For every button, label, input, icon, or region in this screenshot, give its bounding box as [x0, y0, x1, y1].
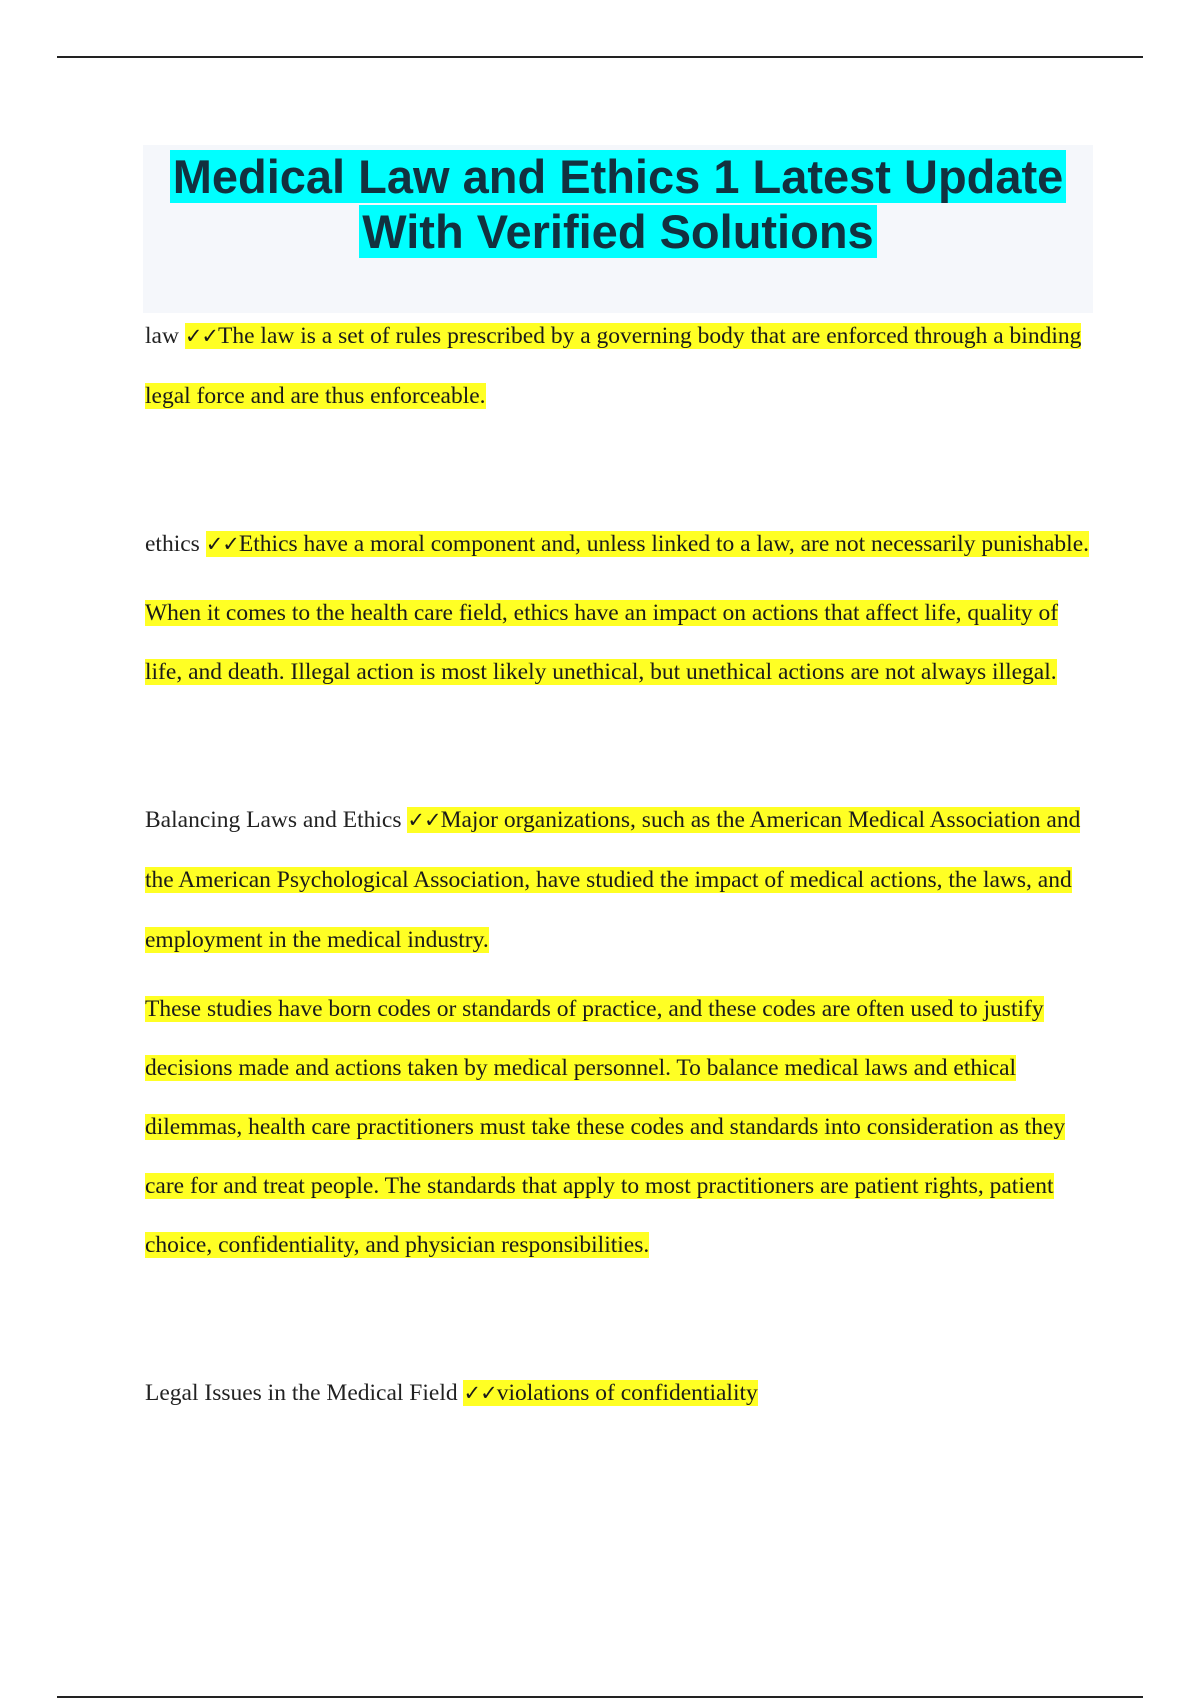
paragraph-spacer: [145, 574, 1095, 584]
answer-highlight: [145, 323, 1081, 409]
answer-highlight: [206, 531, 1089, 557]
term-label: Balancing Laws and Ethics: [145, 807, 402, 833]
term-label: law: [145, 323, 179, 349]
check-mark-icon: ✓✓: [463, 1381, 497, 1405]
extra-text: These studies have born codes or standards of practice, and these codes are often used to justify decisions made and actions taken by medical personnel. To balance medical laws and ethical dilemmas, health care practitioners must take these codes and standards into consideration as they care for and treat people. The standards that apply to most practitioners are patient rights, patient choice, confidentiality, and physician responsibilities.: [145, 996, 1066, 1258]
top-rule: [57, 56, 1143, 58]
definition-text: The law is a set of rules prescribed by a governing body that are enforced through a binding legal force and are thus enforceable.: [145, 323, 1082, 409]
entry-spacer: [145, 1275, 1095, 1363]
check-mark-icon: ✓✓: [184, 324, 219, 348]
term-label: ethics: [145, 531, 200, 557]
definition-text: Ethics have a moral component and, unless linked to a law, are not necessarily punishable.: [238, 531, 1090, 557]
entry-spacer: [145, 426, 1095, 514]
entry-ethics: [145, 514, 1095, 574]
title-line-2: With Verified Solutions: [359, 205, 876, 258]
paragraph-spacer: [145, 970, 1095, 980]
definition-text: violations of confidentiality: [496, 1380, 758, 1406]
flashcard-list: [145, 306, 1095, 1423]
title-block: [143, 145, 1093, 313]
definition-text: Major organizations, such as the American Medical Association and the American Psychological Association, have studied the impact of medical actions, the laws, and employment in the medical industry.: [145, 807, 1081, 953]
document-title: [143, 145, 1093, 259]
check-mark-icon: ✓✓: [407, 808, 441, 832]
answer-highlight: [463, 1380, 757, 1406]
entry-balancing-extra: [145, 980, 1095, 1275]
check-mark-icon: ✓✓: [205, 532, 239, 556]
entry-legal-issues: [145, 1363, 1095, 1423]
term-label: Legal Issues in the Medical Field: [145, 1380, 458, 1406]
bottom-rule: [57, 1696, 1143, 1698]
entry-ethics-extra: [145, 584, 1095, 702]
entry-spacer: [145, 702, 1095, 790]
extra-text: When it comes to the health care field, ethics have an impact on actions that affect life, quality of life, and death. Illegal action is most likely unethical, but unethical actions are not always illegal.: [145, 600, 1059, 685]
entry-balancing: [145, 790, 1095, 970]
entry-law: [145, 306, 1095, 426]
title-line-1: Medical Law and Ethics 1 Latest Update: [170, 150, 1067, 203]
